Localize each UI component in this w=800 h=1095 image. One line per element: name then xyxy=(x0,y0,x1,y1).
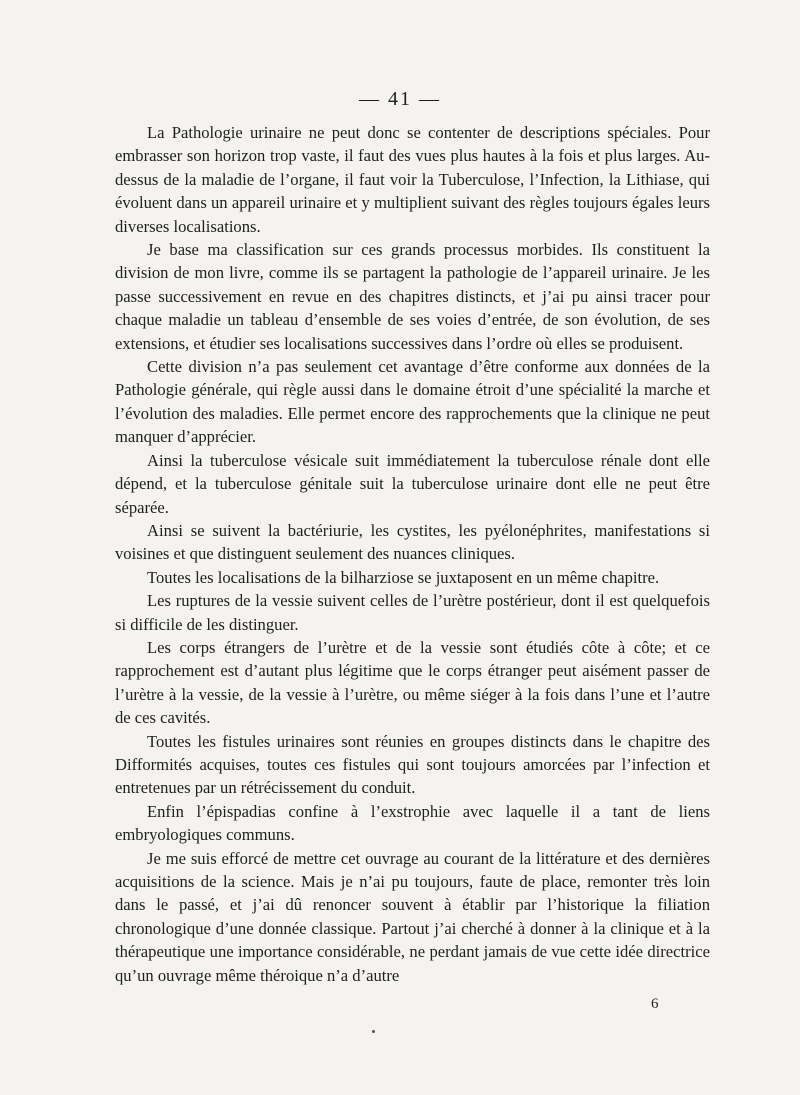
page-number: — 41 — xyxy=(359,88,441,110)
text-body xyxy=(115,121,710,987)
paragraph-11: Je me suis efforcé de mettre cet ouvrage au courant de la littérature et des dernières acquisitions de la science. Mais je n’ai pu toujours, faute de place, remonter très loin dans le passé, et j’ai dû renoncer souvent à établir par l’historique la filiation chronologique d’une donnée classique. Partout j’ai cherché à donner à la clinique et à la thérapeutique une importance considérable, ne perdant jamais de vue cette idée directrice qu’un ouvrage même théroique n’a d’autre xyxy=(115,848,710,985)
paragraph-3: Cette division n’a pas seulement cet avantage d’être conforme aux données de la Pathologie générale, qui règle aussi dans le domaine étroit d’une spécialité la marche et l’évolution des maladies. Elle permet encore des rapprochements que la clinique ne peut manquer d’apprécier. xyxy=(115,357,710,447)
paragraph-8: Les corps étrangers de l’urètre et de la vessie sont étudiés côte à côte; et ce rapprochement est d’autant plus légitime que le corps étranger peut aisément passer de l’urètre à la vessie, de la vessie à l’urètre, ou même siéger à la fois dans l’une et l’autre de ces cavités. xyxy=(115,637,710,728)
ink-speck xyxy=(372,1030,375,1033)
paragraph-2: Je base ma classification sur ces grands processus morbides. Ils constituent la division de mon livre, comme ils se partagent la pathologie de l’appareil urinaire. Je les passe successivement en revue en des chapitres distincts, et j’ai pu ainsi tracer pour chaque maladie un tableau d’ensemble de ses voies d’entrée, de son évolution, de ses extensions, et étudier ses localisations successives dans l’ordre où elles se produisent. xyxy=(115,240,710,353)
paragraph-10: Enfin l’épispadias confine à l’exstrophie avec laquelle il a tant de liens embryologiques communs. xyxy=(115,801,710,845)
signature-mark: 6 xyxy=(651,996,659,1012)
paragraph-7: Les ruptures de la vessie suivent celles de l’urètre postérieur, dont il est quelquefois si difficile de les distinguer. xyxy=(115,591,710,634)
paragraph-9: Toutes les fistules urinaires sont réunies en groupes distincts dans le chapitre des Difformités acquises, toutes ces fistules qui sont toujours amorcées par l’infection et entretenues par un rétrécissement du conduit. xyxy=(115,731,710,798)
paragraph-6: Toutes les localisations de la bilharziose se juxtaposent en un même chapitre. xyxy=(147,567,660,587)
paragraph-1: La Pathologie urinaire ne peut donc se contenter de descriptions spéciales. Pour embrasser son horizon trop vaste, il faut des vues plus hautes à la fois et plus larges. Au-dessus de la maladie de l’organe, il faut voir la Tuberculose, l’Infection, la Lithiase, qui évoluent dans un appareil urinaire et y multiplient suivant des règles toujours égales leurs diverses localisations. xyxy=(115,123,710,236)
paragraph-4: Ainsi la tuberculose vésicale suit immédiatement la tuberculose rénale dont elle dépend, et la tuberculose génitale suit la tuberculose urinaire dont elle ne peut être séparée. xyxy=(115,450,710,517)
paragraph-5: Ainsi se suivent la bactériurie, les cystites, les pyélonéphrites, manifestations si voisines et que distinguent seulement des nuances cliniques. xyxy=(115,520,710,564)
